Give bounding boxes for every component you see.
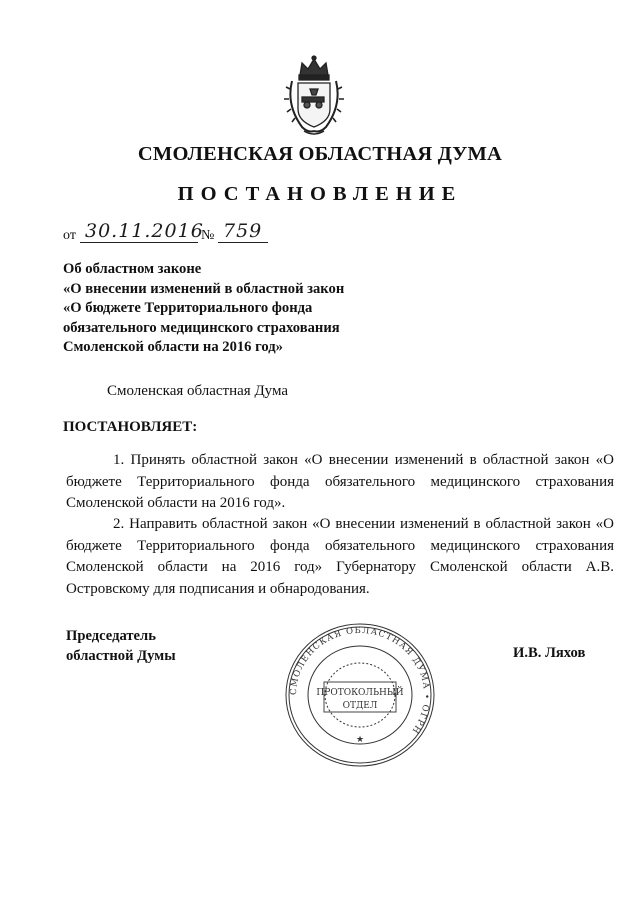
enacting-body: Смоленская областная Дума	[107, 383, 289, 399]
position-line: областной Думы	[66, 647, 176, 664]
position-line: Председатель	[66, 628, 156, 644]
handwritten-number: 759	[223, 220, 263, 242]
stamp-ring-text: СМОЛЕНСКАЯ ОБЛАСТНАЯ ДУМА • ОГРН	[288, 625, 432, 736]
subject-line: обязательного медицинского страхования	[63, 319, 340, 336]
stamp-star-icon: ★	[355, 734, 365, 744]
stamp-center-line: ОТДЕЛ	[342, 701, 378, 711]
document-type: ПОСТАНОВЛЕНИЕ	[177, 183, 463, 205]
resolution-item-2: 2. Направить областной закон «О внесении изменений в областной закон «О бюджете Территориального фонда обязательного медицинского страхования Смоленской области на 2016 год» Губернатору Смоленской области А.В. Островскому для подписания и обнародования.	[66, 516, 614, 597]
document-subject	[63, 260, 373, 358]
date-underline	[80, 242, 198, 243]
handwritten-date: 30.11.2016	[85, 220, 204, 242]
signatory-position	[66, 627, 176, 666]
official-seal-icon	[280, 620, 440, 770]
subject-line: Смоленской области на 2016 год»	[63, 339, 283, 355]
resolves-heading: ПОСТАНОВЛЯЕТ:	[63, 419, 198, 435]
council-name: СМОЛЕНСКАЯ ОБЛАСТНАЯ ДУМА	[137, 143, 503, 165]
number-prefix: №	[201, 228, 215, 243]
date-prefix: от	[63, 228, 76, 243]
number-underline	[218, 242, 268, 243]
signer-name: И.В. Ляхов	[513, 645, 586, 661]
resolution-item-1: 1. Принять областной закон «О внесении изменений в областной закон «О бюджете Территориального фонда обязательного медицинского страхования Смоленской области на 2016 год».	[66, 452, 614, 511]
subject-line: «О внесении изменений в областной закон	[63, 280, 345, 297]
subject-line: «О бюджете Территориального фонда	[63, 300, 313, 316]
coat-of-arms-icon	[280, 55, 348, 137]
stamp-center-line: ПРОТОКОЛЬНЫЙ	[316, 688, 404, 698]
subject-line: Об областном законе	[63, 261, 202, 277]
